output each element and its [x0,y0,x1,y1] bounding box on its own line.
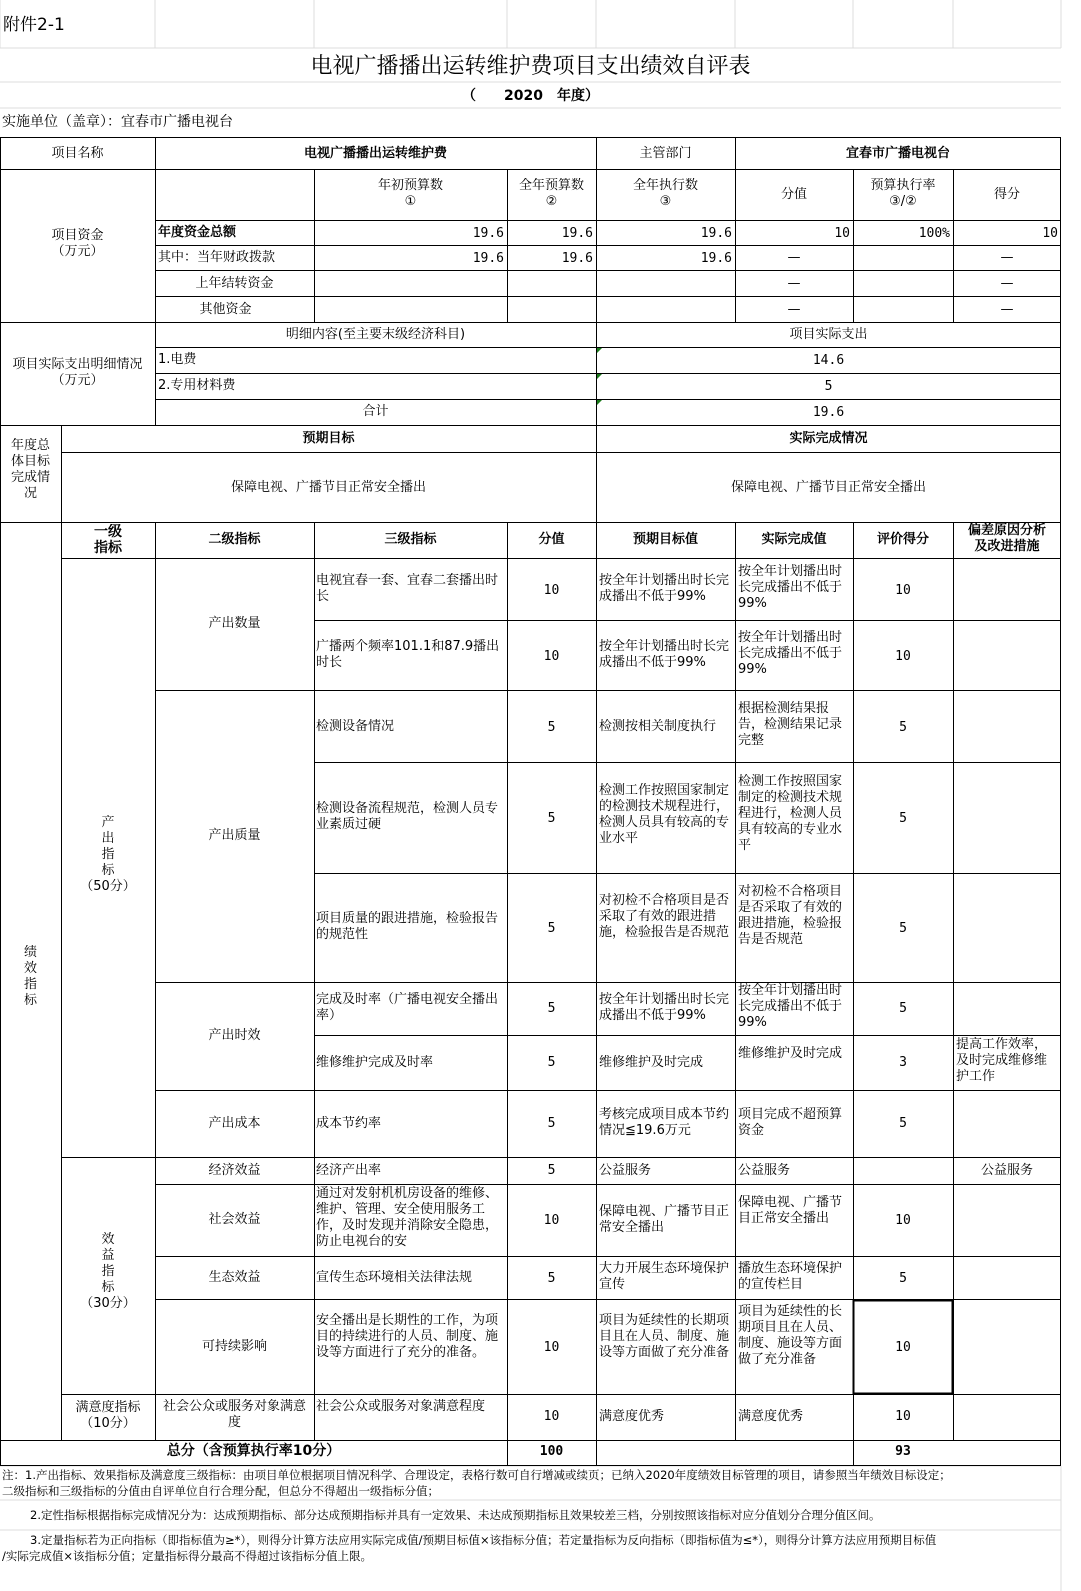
perf-row-eval: 5 [899,720,907,735]
perf-row-expected: 保障电视、广播节目正常安全播出 [599,1204,730,1235]
perf-row-score: 5 [547,720,556,735]
detail-label: 项目实际支出明细情况 （万元） [12,357,143,388]
funds-row-fiscal-name: 其中：当年财政拨款 [158,250,276,265]
perf-side-label: 绩 效 指 标 [23,945,37,1008]
perf-row-eval: 10 [895,1409,911,1424]
funds-row-fiscal-v4: — [787,250,801,265]
perf-row-score: 5 [547,811,556,826]
funds-col-annual-budget: 全年预算数 ② [518,178,584,209]
perf-row-eval: 10 [895,583,911,598]
detail-row-electricity: 1.电费 [158,352,197,367]
note-line: 3.定量指标若为正向指标（即指标值为≥*），则得分计算方法应用实际完成值/预期目标值×该指标分值；若定量指标为反向指标（即指标值为≤*），则得分计算方法应用预期目标值 [30,1533,937,1547]
detail-total-value: 19.6 [812,405,845,420]
perf-hdr-actual: 实际完成值 [761,532,827,547]
perf-row-l3: 安全播出是长期性的工作，为项目的持续进行的人员、制度、施设等方面进行了充分的准备。 [316,1313,499,1360]
perf-row-expected: 对初检不合格项目是否采取了有效的跟进措施，检验报告是否规范 [599,893,730,940]
perf-row-l3: 检测设备流程规范，检测人员专业素质过硬 [316,801,499,832]
funds-row-fiscal-v1: 19.6 [472,251,504,266]
perf-row-l3: 项目质量的跟进措施，检验报告的规范性 [316,911,499,942]
perf-row-score: 10 [543,1340,560,1355]
perf-row-score: 10 [543,649,560,664]
perf-row-actual: 按全年计划播出时长完成播出不低于99% [738,630,843,677]
perf-total-eval: 93 [895,1444,911,1459]
perf-row-expected: 满意度优秀 [599,1409,665,1424]
perf-row-score: 5 [547,1271,556,1286]
goal-actual-header: 实际完成情况 [789,431,868,446]
funds-row-other-v4: — [787,302,801,317]
perf-row-score: 10 [543,1409,560,1424]
perf-row-expected: 检测按相关制度执行 [599,719,717,734]
funds-row-total-name: 年度资金总额 [158,225,237,240]
detail-row-materials-value: 5 [824,379,833,394]
year-label: （ 2020 年度） [462,88,599,104]
perf-level2-ecological: 生态效益 [208,1270,261,1285]
perf-row-score: 5 [547,921,556,936]
funds-row-other-name: 其他资金 [199,302,252,317]
perf-row-l3: 电视宜春一套、宜春二套播出时长 [316,573,499,604]
funds-col-exec-rate: 预算执行率 ③/② [870,178,936,209]
perf-level2-quality: 产出质量 [208,828,261,843]
perf-row-l3: 通过对发射机机房设备的维修、维护、管理、安全使用服务工作，及时发现并消除安全隐患，防止电视台的安 [316,1186,499,1249]
perf-level2-cost: 产出成本 [208,1116,261,1131]
perf-row-actual: 按全年计划播出时长完成播出不低于99% [738,564,843,611]
detail-total-label: 合计 [362,404,389,419]
perf-row-l3: 维修维护完成及时率 [316,1055,434,1070]
perf-row-l3: 宣传生态环境相关法律法规 [316,1270,473,1285]
perf-hdr-level1: 一级 指标 [94,524,122,556]
perf-row-expected: 维修维护及时完成 [599,1055,704,1070]
goal-actual-text: 保障电视、广播节目正常安全播出 [730,480,926,495]
perf-row-expected: 公益服务 [599,1163,652,1178]
perf-row-actual: 保障电视、广播节目正常安全播出 [738,1195,843,1226]
goal-label: 年度总 体目标 完成情 况 [10,438,50,501]
perf-row-eval: 5 [899,1271,907,1286]
perf-level1-satisfaction: 满意度指标 （10分） [75,1400,141,1431]
implementing-unit: 实施单位（盖章）：宜春市广播电视台 [2,114,233,130]
perf-row-expected: 按全年计划播出时长完成播出不低于99% [599,573,730,604]
project-name-value: 电视广播播出运转维护费 [303,145,447,161]
perf-row-score: 5 [547,1116,556,1131]
perf-row-expected: 按全年计划播出时长完成播出不低于99% [599,639,730,670]
perf-row-eval: 5 [899,811,907,826]
detail-col-actual: 项目实际支出 [789,327,868,342]
perf-hdr-eval: 评价得分 [876,532,929,547]
perf-row-eval: 10 [895,649,911,664]
perf-level2-timeliness: 产出时效 [208,1028,261,1043]
perf-row-l3: 成本节约率 [316,1116,382,1131]
perf-row-eval: 5 [899,921,907,936]
perf-row-score: 5 [547,1163,556,1178]
funds-row-carryover-v4: — [787,276,801,291]
funds-col-score-value: 分值 [780,187,807,202]
detail-row-materials: 2.专用材料费 [158,378,236,393]
dept-label: 主管部门 [639,145,692,161]
funds-row-total-v4: 10 [834,226,850,241]
funds-row-carryover-v6: — [1000,276,1014,291]
perf-row-actual: 项目完成不超预算资金 [738,1107,843,1138]
perf-row-eval: 5 [899,1001,907,1016]
note-line: 2.定性指标根据指标完成情况分为：达成预期指标、部分达成预期指标并具有一定效果、未达成预期指标且效果较差三档，分别按照该指标对应分值划分合理分值区间。 [30,1508,881,1522]
funds-row-fiscal-v6: — [1000,250,1014,265]
perf-row-expected: 检测工作按照国家制定的检测技术规程进行，检测人员具有较高的专业水平 [599,783,730,846]
funds-label: 项目资金 （万元） [51,228,104,259]
perf-row-note[interactable]: 提高工作效率，及时完成维修维护工作 [956,1037,1048,1084]
perf-row-actual: 项目为延续性的长期项目且在人员、制度、施设等方面做了充分准备 [738,1304,843,1367]
attachment-label: 附件2-1 [3,15,65,35]
funds-row-carryover-name: 上年结转资金 [195,276,274,291]
perf-row-eval: 3 [899,1055,907,1070]
perf-hdr-score: 分值 [538,532,565,547]
perf-row-expected: 按全年计划播出时长完成播出不低于99% [599,992,730,1023]
funds-row-other-v6: — [1000,302,1014,317]
funds-row-fiscal-v2: 19.6 [561,251,593,266]
detail-row-electricity-value: 14.6 [812,353,845,368]
perf-row-expected: 考核完成项目成本节约情况≦19.6万元 [599,1107,730,1138]
perf-hdr-note: 偏差原因分析 及改进措施 [967,523,1046,554]
funds-col-initial-budget: 年初预算数 ① [377,178,443,209]
funds-row-total-v1: 19.6 [472,226,504,241]
perf-level2-economic: 经济效益 [208,1163,261,1178]
perf-level2-quantity: 产出数量 [208,616,261,631]
funds-row-total-v5: 100% [918,226,950,241]
perf-row-expected: 项目为延续性的长期项目且在人员、制度、施设等方面做了充分准备 [599,1313,730,1360]
funds-row-total-v2: 19.6 [561,226,593,241]
perf-total-score: 100 [539,1444,564,1459]
perf-row-eval[interactable]: 10 [895,1340,911,1355]
note-line: 注：1.产出指标、效果指标及满意度三级指标：由项目单位根据项目情况科学、合理设定，表格行数可自行增减或续页；已纳入2020年度绩效目标管理的项目，请参照当年绩效目标设定； [2,1468,951,1482]
goal-expected-text: 保障电视、广播节目正常安全播出 [230,480,426,495]
perf-row-l3: 检测设备情况 [316,719,395,734]
perf-row-score: 10 [543,1213,560,1228]
perf-row-l3: 经济产出率 [316,1163,382,1178]
perf-level2-satisfaction: 社会公众或服务对象满意度 [162,1399,306,1430]
goal-expected-header: 预期目标 [302,431,355,446]
perf-row-l3: 社会公众或服务对象满意程度 [316,1399,486,1414]
perf-row-score: 5 [547,1055,556,1070]
perf-level1-output: 产 出 指 标 （50分） [80,815,136,894]
note-line: /实际完成值×该指标分值；定量指标得分最高不得超过该指标分值上限。 [2,1549,373,1563]
funds-col-executed: 全年执行数 ③ [632,178,698,209]
perf-hdr-level3: 三级指标 [384,532,437,547]
perf-row-actual: 检测工作按照国家制定的检测技术规程进行，检测人员具有较高的专业水平 [738,774,843,853]
perf-row-actual: 维修维护及时完成 [738,1046,843,1061]
perf-row-l3: 广播两个频率101.1和87.9播出时长 [316,639,500,670]
perf-row-score: 10 [543,583,560,598]
funds-col-score: 得分 [993,187,1020,202]
perf-row-note[interactable]: 公益服务 [980,1163,1033,1178]
perf-row-score: 5 [547,1001,556,1016]
dept-value: 宜春市广播电视台 [845,145,950,161]
funds-row-total-v6: 10 [1042,226,1058,241]
project-name-label: 项目名称 [51,145,104,161]
perf-row-actual: 按全年计划播出时长完成播出不低于99% [738,983,843,1030]
note-line: 二级指标和三级指标的分值由自评单位自行合理分配，但总分不得超出一级指标分值； [2,1484,439,1498]
perf-level1-benefit: 效 益 指 标 （30分） [80,1232,136,1311]
detail-col-content: 明细内容(至主要末级经济科目) [285,327,466,342]
perf-hdr-level2: 二级指标 [208,532,261,547]
perf-row-actual: 对初检不合格项目是否采取了有效的跟进措施，检验报告是否规范 [738,884,843,947]
perf-row-l3: 完成及时率（广播电视安全播出率） [316,992,499,1023]
perf-total-label: 总分（含预算执行率10分） [166,1443,341,1459]
perf-row-actual: 根据检测结果报告，检测结果记录完整 [738,701,843,748]
perf-row-eval: 5 [899,1116,907,1131]
page-title: 电视广播播出运转维护费项目支出绩效自评表 [310,54,751,79]
perf-row-actual: 公益服务 [738,1163,791,1178]
funds-row-total-v3: 19.6 [700,226,732,241]
perf-row-eval: 10 [895,1213,911,1228]
perf-row-actual: 播放生态环境保护的宣传栏目 [738,1261,843,1292]
perf-row-expected: 大力开展生态环境保护宣传 [599,1261,730,1292]
perf-level2-sustainable: 可持续影响 [201,1339,267,1354]
perf-level2-social: 社会效益 [208,1212,261,1227]
funds-row-fiscal-v3: 19.6 [700,251,732,266]
perf-row-actual: 满意度优秀 [738,1409,804,1424]
perf-hdr-expected: 预期目标值 [632,532,698,547]
